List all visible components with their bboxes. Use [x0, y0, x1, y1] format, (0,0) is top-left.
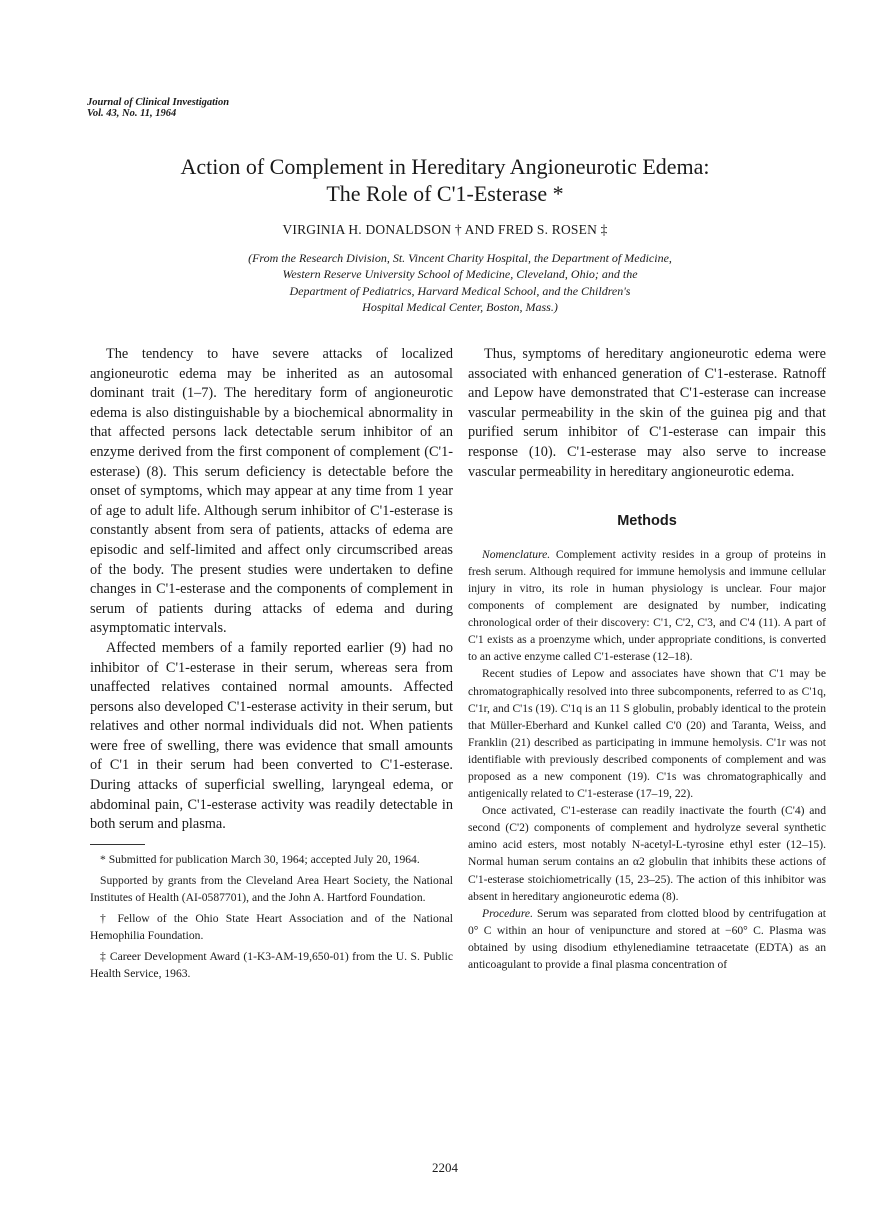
right-column	[468, 345, 826, 973]
journal-citation	[87, 97, 229, 119]
procedure-text: Serum was separated from clotted blood by centrifugation at 0° C within an hour of venipuncture and stored at −60° C. Plasma was obtained by using disodium ethylenediamine tetraacetate (EDTA) as an anticoagulant to provide a final plasma concentration of	[468, 906, 826, 971]
affiliation-line: Hospital Medical Center, Boston, Mass.)	[362, 300, 558, 315]
nomenclature-label: Nomenclature.	[482, 547, 551, 561]
article-title	[100, 153, 790, 207]
nomenclature-text: Complement activity resides in a group of proteins in fresh serum. Although required for immune hemolysis and immune cellular injury in vitro, its role in human physiology is unclear. Four major components of complement are designated by number, indicating chronological order of their discovery: C'1, C'2, C'3, and C'4 (11). A part of C'1 exists as a proenzyme which, under appropriate conditions, is converted to an active enzyme called C'1-esterase (12–18).	[468, 547, 826, 664]
footnotes	[90, 851, 453, 983]
procedure-paragraph	[468, 905, 826, 973]
intro-paragraph-2: Affected members of a family reported earlier (9) had no inhibitor of C'1-esterase in their serum, whereas sera from unaffected relatives contained normal amounts. Affected persons also developed C'1-esterase activity in their serum, but relatives and other normal individuals did not. When patients were free of swelling, there was evidence that small amounts of C'1 in their serum had been converted to C'1-esterase. During attacks of superficial swelling, laryngeal edema, or abdominal pain, C'1-esterase activity was readily detectable in both serum and plasma.	[90, 639, 453, 833]
affiliation	[150, 250, 770, 316]
affiliation-line: Department of Pediatrics, Harvard Medical School, and the Children's	[289, 283, 631, 298]
footnote-support: Supported by grants from the Cleveland Area Heart Society, the National Institutes of Health (AI-0587701), and the John A. Hartford Foundation.	[90, 873, 453, 905]
authors: VIRGINIA H. DONALDSON † AND FRED S. ROSEN ‡	[282, 222, 608, 237]
nomenclature-paragraph	[468, 546, 826, 666]
esterase-paragraph: Once activated, C'1-esterase can readily inactivate the fourth (C'4) and second (C'2) components of complement and hydrolyze several synthetic amino acid esters, most notably N-acetyl-L-tyrosine ethyl ester (12–15). Normal human serum contains an α2 globulin that inhibits these actions of C'1-esterase stoichiometrically (15, 23–25). The action of this inhibitor was absent in hereditary angioneurotic edema (8).	[468, 804, 826, 903]
left-column	[90, 345, 453, 987]
procedure-label: Procedure.	[482, 906, 533, 920]
footnote-award: ‡ Career Development Award (1-K3-AM-19,650-01) from the U. S. Public Health Service, 1963.	[90, 950, 453, 981]
footnote-divider	[90, 844, 145, 845]
affiliation-line: Western Reserve University School of Medicine, Cleveland, Ohio; and the	[282, 267, 638, 282]
methods-heading: Methods	[617, 513, 677, 530]
journal-name: Journal of Clinical Investigation	[87, 97, 230, 108]
footnote-fellow: † Fellow of the Ohio State Heart Association and of the National Hemophilia Foundation.	[90, 912, 453, 943]
journal-volume: Vol. 43, No. 11, 1964	[87, 108, 177, 119]
intro-paragraph-1: The tendency to have severe attacks of localized angioneurotic edema may be inherited as an autosomal dominant trait (1–7). The hereditary form of angioneurotic edema is also distinguishable by a biochemical abnormality in that affected persons lack detectable serum inhibitor of an enzyme derived from the first component of complement (C'1-esterase) (8). This serum deficiency is detectable before the onset of symptoms, which may appear at any time from 1 year of age to adult life. Although serum inhibitor of C'1-esterase is constantly absent from sera of patients, attacks of edema are episodic and self-limited and affect only circumscribed areas of the body. The present studies were undertaken to define changes in C'1-esterase and the components of complement in serum of patients during attacks of edema and during asymptomatic intervals.	[90, 346, 453, 637]
intro-paragraph-3: Thus, symptoms of hereditary angioneurotic edema were associated with enhanced generation of C'1-esterase. Ratnoff and Lepow have demonstrated that C'1-esterase can increase vascular permeability in the skin of the guinea pig and that purified serum inhibitor of C'1-esterase can impair this response (10). C'1-esterase may also serve to increase vascular permeability in hereditary angioneurotic edema.	[468, 346, 826, 480]
methods-body	[468, 546, 826, 973]
title-line-2: The Role of C'1-Esterase *	[326, 181, 564, 206]
footnote-submitted: * Submitted for publication March 30, 1964; accepted July 20, 1964.	[100, 852, 420, 866]
affiliation-line: (From the Research Division, St. Vincent Charity Hospital, the Department of Medicine,	[248, 251, 672, 265]
title-line-1: Action of Complement in Hereditary Angioneurotic Edema:	[180, 154, 710, 179]
subcomponents-paragraph: Recent studies of Lepow and associates have shown that C'1 may be chromatographically resolved into three subcomponents, referred to as C'1q, C'1r, and C'1s (19). C'1q is an 11 S globulin, probably identical to the protein that Müller-Eberhard and Kunkel called C'0 (20) and Taranta, Weiss, and Franklin (21) described as participating in immune hemolysis. C'1r was not identifiable with previously described components of complement and was proposed as a new component (19). C'1s was chromatographically and antigenically related to C'1-esterase (17–19, 22).	[468, 667, 826, 801]
page-number: 2204	[432, 1160, 458, 1175]
